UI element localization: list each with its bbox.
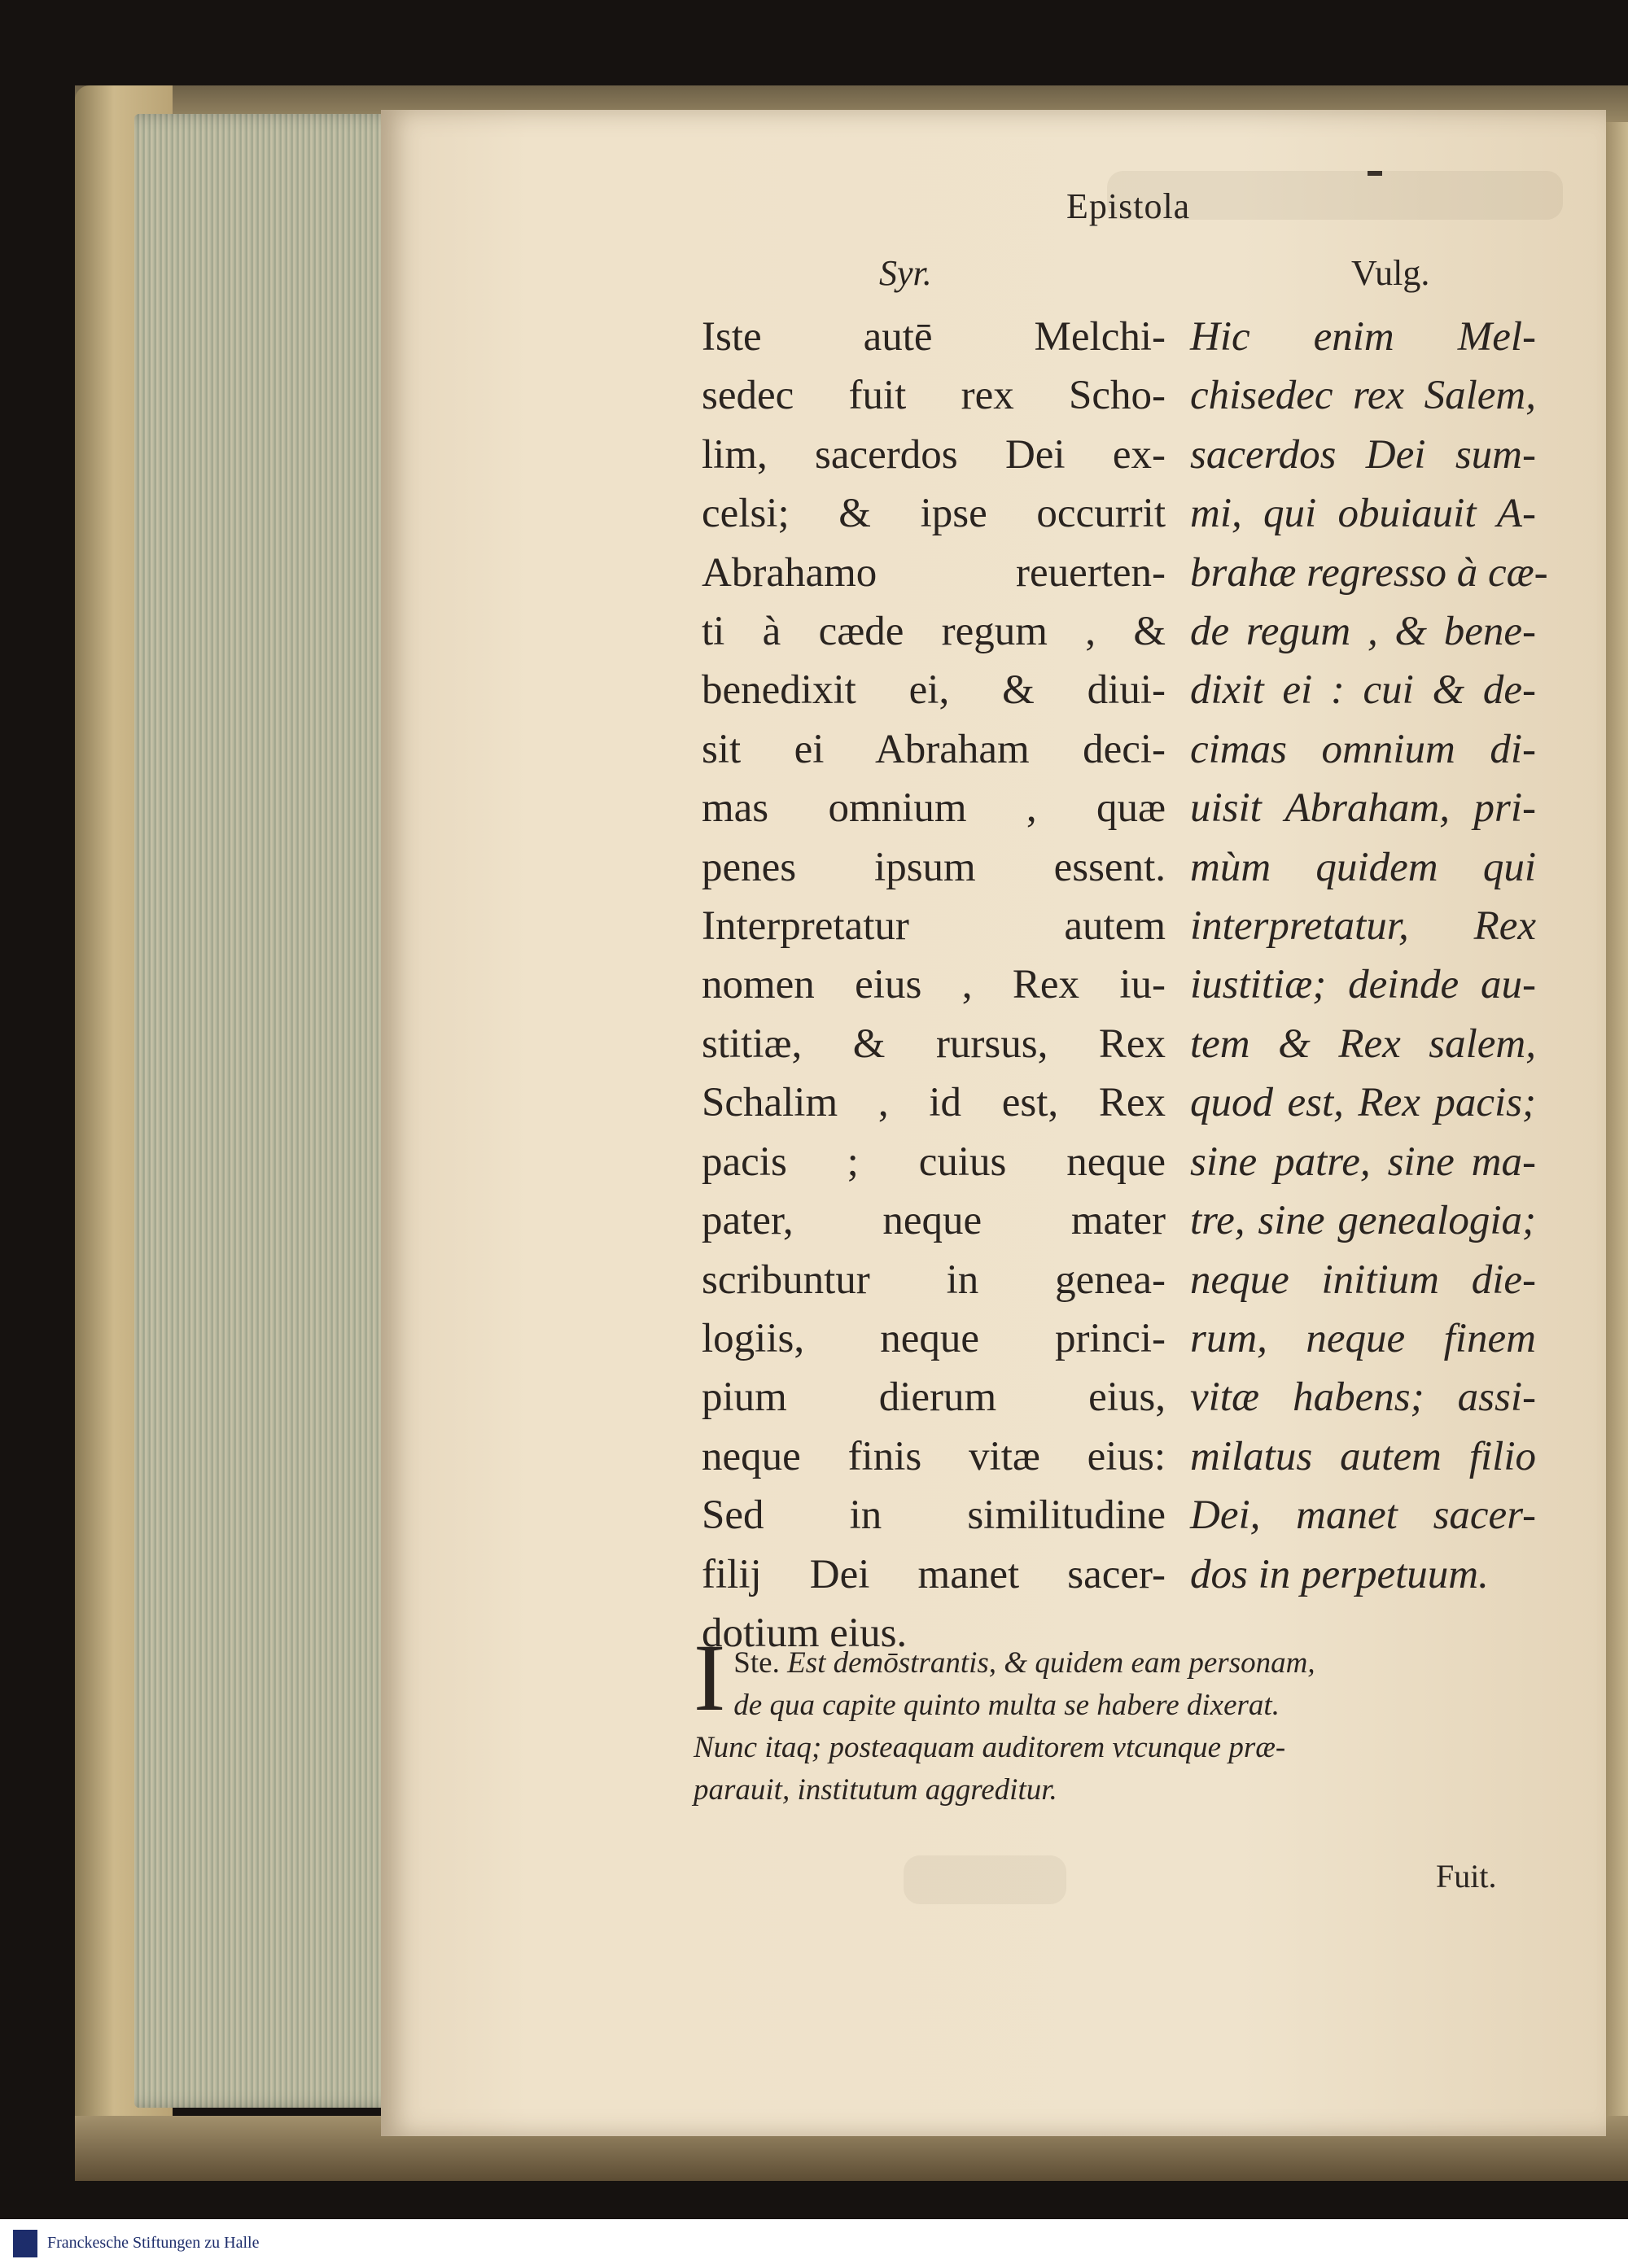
commentary-text: Est demōstrantis, & quidem eam personam, — [787, 1646, 1315, 1680]
syriac-line: sedec fuit rex Scho- — [702, 373, 1166, 419]
footer-institution: Franckesche Stiftungen zu Halle — [47, 2234, 260, 2252]
syriac-line: Interpretatur autem — [702, 903, 1166, 950]
syriac-line: logiis, neque princi- — [702, 1315, 1166, 1361]
syriac-column-label: Syr. — [879, 253, 932, 293]
syriac-line: filij Dei manet sacer- — [702, 1551, 1166, 1597]
syriac-line: mas omnium , quæ — [702, 785, 1166, 832]
vulgate-line: de regum , & bene- — [1190, 609, 1536, 655]
syriac-line: Sed in similitudine — [702, 1492, 1166, 1539]
vulgate-line: vitæ habens; assi- — [1190, 1374, 1536, 1421]
syriac-line: stitiæ, & rursus, Rex — [702, 1020, 1166, 1067]
vulgate-line: mùm quidem qui — [1190, 844, 1536, 890]
commentary-line: parauit, institutum aggreditur. — [694, 1773, 1057, 1807]
vulgate-column — [1190, 308, 1548, 1604]
catchword: Fuit. — [1436, 1858, 1497, 1894]
vulgate-line: cimas omnium di- — [1190, 726, 1536, 772]
syriac-line: celsi; & ipse occurrit — [702, 491, 1166, 537]
syriac-line: pacis ; cuius neque — [702, 1138, 1166, 1185]
syriac-line: sit ei Abraham deci- — [702, 726, 1166, 772]
vulgate-line: tem & Rex salem, — [1190, 1020, 1536, 1067]
syriac-column — [702, 308, 1166, 1663]
syriac-line: neque finis vitæ eius: — [702, 1433, 1166, 1479]
vulgate-line: sacerdos Dei sum- — [1190, 431, 1536, 478]
commentary-line — [694, 1642, 1544, 1685]
vulgate-line: dixit ei : cui & de- — [1190, 667, 1536, 714]
commentary-line: Nunc itaq; posteaquam auditorem vtcunque præ- — [694, 1731, 1286, 1764]
vulgate-line: Dei, manet sacer- — [1190, 1492, 1536, 1539]
ink-mark — [1368, 171, 1382, 176]
commentary-line: de qua capite quinto multa se habere dixerat. — [733, 1689, 1280, 1722]
vulgate-line: milatus autem filio — [1190, 1433, 1536, 1479]
vulgate-line: neque initium die- — [1190, 1256, 1536, 1303]
syriac-line: benedixit ei, & diui- — [702, 667, 1166, 714]
syriac-line: scribuntur in genea- — [702, 1256, 1166, 1303]
syriac-line: ti à cæde regum , & — [702, 609, 1166, 655]
vulgate-line: uisit Abraham, pri- — [1190, 785, 1536, 832]
vulgate-column-label: Vulg. — [1351, 253, 1430, 293]
drop-cap: I — [694, 1624, 726, 1731]
institution-logo-icon — [13, 2230, 37, 2257]
commentary-lemma: Ste. — [733, 1646, 780, 1680]
show-through-signature — [904, 1855, 1066, 1904]
vulgate-line: brahæ regresso à cæ- — [1190, 549, 1548, 596]
vulgate-line: quod est, Rex pacis; — [1190, 1080, 1536, 1126]
vulgate-line: dos in perpetuum. — [1190, 1551, 1489, 1597]
syriac-line: pium dierum eius, — [702, 1374, 1166, 1421]
vulgate-line: sine patre, sine ma- — [1190, 1138, 1536, 1185]
syriac-line: penes ipsum essent. — [702, 844, 1166, 890]
vulgate-line: rum, neque finem — [1190, 1315, 1536, 1361]
vulgate-line: iustitiæ; deinde au- — [1190, 962, 1536, 1008]
page-header: Epistola — [1066, 186, 1191, 226]
syriac-line: lim, sacerdos Dei ex- — [702, 431, 1166, 478]
syriac-line: Abrahamo reuerten- — [702, 549, 1166, 596]
vulgate-line: mi, qui obuiauit A- — [1190, 491, 1536, 537]
syriac-line: Iste autē Melchi- — [702, 314, 1166, 360]
vulgate-line: Hic enim Mel- — [1190, 314, 1536, 360]
syriac-line: Schalim , id est, Rex — [702, 1080, 1166, 1126]
vulgate-line: tre, sine genealogia; — [1190, 1198, 1536, 1244]
syriac-line: pater, neque mater — [702, 1198, 1166, 1244]
vulgate-line: interpretatur, Rex — [1190, 903, 1536, 950]
vulgate-line: chisedec rex Salem, — [1190, 373, 1536, 419]
syriac-line: dotium eius. — [702, 1610, 908, 1656]
syriac-line: nomen eius , Rex iu- — [702, 962, 1166, 1008]
